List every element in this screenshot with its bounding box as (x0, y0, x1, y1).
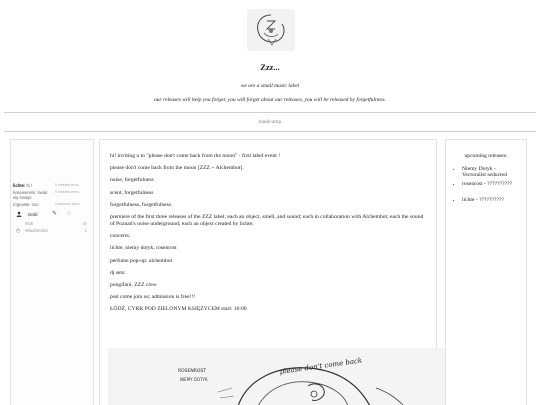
main-post (99, 139, 437, 405)
chat-user-name[interactable]: Gość (28, 211, 38, 217)
chat-channel-item[interactable] (16, 220, 91, 227)
post-paragraph: please don't come back from the moon [ZZZ + Alchembot]. (110, 165, 244, 172)
smile-icon[interactable]: ☺ (66, 211, 73, 217)
divider-top (4, 112, 536, 113)
post-paragraph: ŁÓDŹ, CYRK POD ZIELONYM KSIĘŻYCEM start: 16:00 (110, 306, 247, 313)
chat-user-row (13, 210, 91, 218)
release-item[interactable]: • rosenrost - ?????????? (462, 181, 520, 187)
release-item[interactable]: • lichte - ?????????? (462, 197, 520, 203)
chat-message-time: 5 seconds temu (55, 202, 80, 206)
site-tagline: we are a small music label (240, 83, 300, 89)
chat-message-text: hi ! (26, 183, 33, 188)
bandcamp-link[interactable]: bandcamp (258, 119, 282, 125)
site-title: Zzz... (260, 62, 280, 72)
upcoming-releases-heading: upcoming releases: (464, 153, 508, 159)
post-paragraph: noise, forgetfulness (110, 177, 154, 184)
post-paragraph: concerts: (110, 233, 131, 240)
chat-widget (10, 139, 94, 405)
post-paragraph: pongifani, ZZZ crew (110, 281, 157, 288)
chat-message (13, 202, 91, 207)
edit-icon[interactable]: ✎ (52, 211, 58, 217)
chat-message-text: kosewerenk: świat się śmieje (13, 190, 48, 200)
chat-channel-label: Wiadomości (25, 228, 48, 233)
event-poster-image (108, 348, 446, 405)
site-motto: our releases will help you forget, you will forget about our releases, you will be released by forgetfulness. (154, 97, 386, 103)
post-paragraph: dj sets: (110, 269, 126, 276)
poster-text-1: ROSENROST (178, 369, 207, 374)
chat-channel-list (13, 220, 91, 234)
post-paragraph: premiere of the first three releases of the ZZZ label; each an object, smell, and sound; each in collaboration with Alchembot; each the sound of Poznań's noise underground; each an object created by lichte; (110, 213, 424, 227)
label-logo[interactable] (247, 9, 295, 51)
post-paragraph: perfume pop-up: alchembot (110, 257, 173, 264)
post-paragraph: forgetfulness, forgetfulness (110, 201, 172, 208)
poster-text-3: please don't come back (279, 356, 363, 376)
chat-channel-label: Rick (25, 221, 34, 226)
post-paragraph: scent, forgetfulness (110, 189, 154, 196)
chat-message-time: 5 minutes temu (55, 183, 79, 187)
user-icon (16, 211, 22, 217)
clock-icon: ◴ (16, 227, 21, 234)
release-item[interactable]: • Niemy Dotyk - Vectoralist seducted (462, 166, 520, 178)
upcoming-releases-list (452, 166, 520, 203)
post-paragraph: psst come join us; admission is free!!! (110, 294, 196, 301)
post-paragraph: lichte, niemy dotyk, rosenrost (110, 245, 177, 252)
divider-bottom (4, 131, 536, 132)
chat-message (13, 183, 91, 188)
post-paragraph: hi! inviting u to "please don't come back from the moon" - first label event ! (110, 153, 281, 159)
chat-channel-item[interactable] (16, 227, 91, 234)
chat-message-time: 5 minutes temu (55, 190, 79, 194)
chat-channel-badge: 40 (82, 221, 87, 226)
chat-message-author: lichte: (13, 183, 26, 188)
chat-message-text: rognaste: ooo (13, 202, 39, 207)
chat-channel-badge: 1 (84, 228, 87, 233)
upcoming-releases-sidebar (445, 139, 527, 405)
hand-drawn-zzz-logo-icon (247, 9, 295, 51)
poster-text-2: NIEMY DOTYK (180, 377, 208, 382)
chat-message (13, 190, 91, 200)
